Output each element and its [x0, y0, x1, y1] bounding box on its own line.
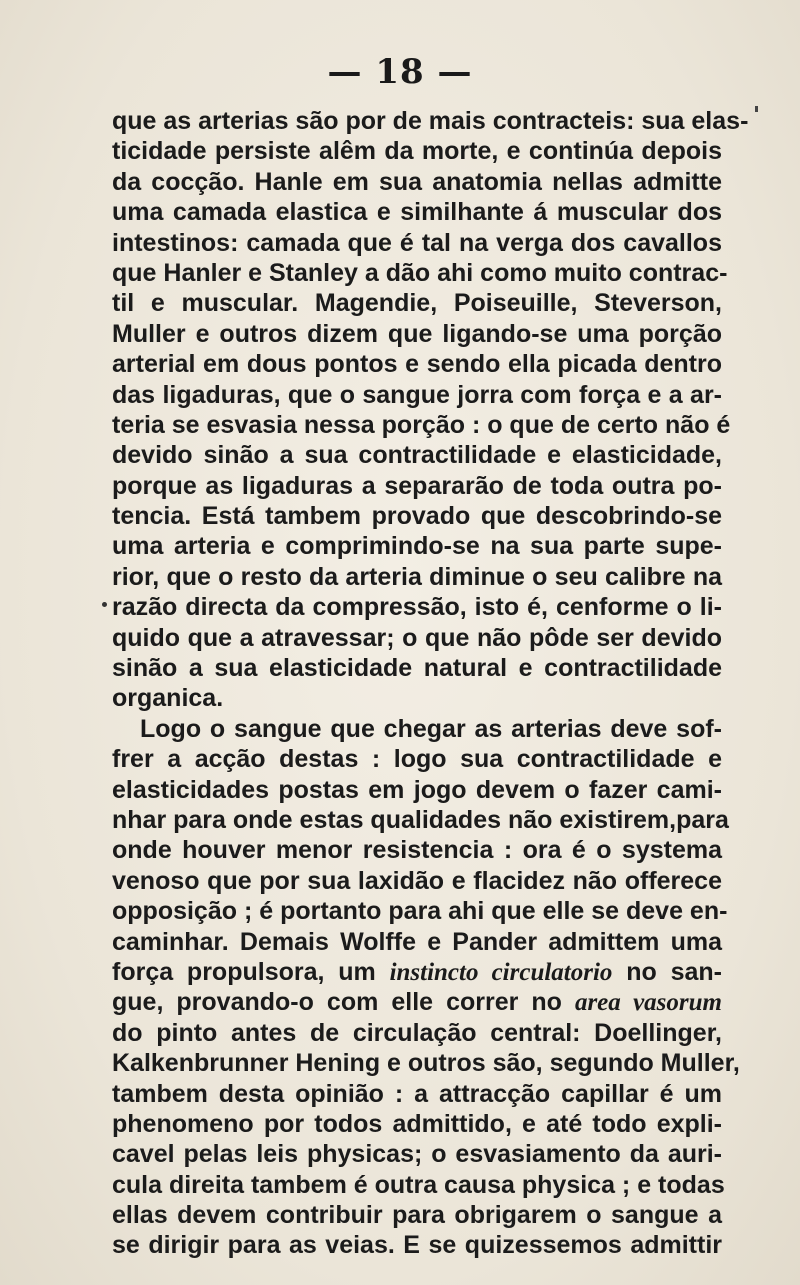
text-line: uma arteria e comprimindo-se na sua parte supe-: [112, 532, 722, 561]
text-line: teria se esvasia nessa porção : o que de certo não é: [112, 410, 731, 439]
text-line: opposição ; é portanto para ahi que elle se deve en-: [112, 897, 728, 926]
text-line: elasticidades postas em jogo devem o fazer cami-: [112, 775, 722, 804]
text-line: que as arterias são por de mais contracteis: sua elas-: [112, 107, 749, 135]
text-line: tambem desta opinião : a attracção capillar é um: [112, 1079, 722, 1108]
text-line: da cocção. Hanle em sua anatomia nellas admitte: [112, 167, 722, 196]
text-line: organica.: [112, 684, 224, 713]
text-line: Muller e outros dizem que ligando-se uma porção: [112, 319, 722, 348]
body-text: [112, 106, 749, 1261]
text-line: rior, que o resto da arteria diminue o seu calibre na: [112, 562, 722, 591]
margin-mark: [755, 106, 758, 112]
text-line: cula direita tambem é outra causa physica ; e todas: [112, 1170, 725, 1199]
text-line: Logo o sangue que chegar as arterias deve sof-: [140, 714, 722, 743]
text-line: cavel pelas leis physicas; o esvasiamento da auri-: [112, 1140, 722, 1169]
text-line: das ligaduras, que o sangue jorra com força e a ar-: [112, 380, 722, 409]
margin-dot: [102, 602, 107, 607]
text-line: til e muscular. Magendie, Poiseuille, Steverson,: [112, 289, 722, 318]
text-line: que Hanler e Stanley a dão ahi como muito contrac-: [112, 258, 728, 287]
text-line: onde houver menor resistencia : ora é o systema: [112, 836, 722, 865]
text-line: ticidade persiste alêm da morte, e continúa depois: [112, 137, 722, 166]
text-line: porque as ligaduras a separarão de toda outra po-: [112, 471, 722, 500]
text-line: nhar para onde estas qualidades não existirem,para: [112, 805, 729, 834]
text-line: ellas devem contribuir para obrigarem o sangue a: [112, 1201, 722, 1230]
text-line: [112, 957, 722, 987]
italic-term: instincto circulatorio: [389, 958, 613, 986]
text-line: [112, 987, 722, 1017]
text-line: razão directa da compressão, isto é, cenforme o li-: [112, 593, 722, 622]
text-line: uma camada elastica e similhante á muscular dos: [112, 198, 722, 227]
text-line: quido que a atravessar; o que não pôde ser devido: [112, 623, 722, 652]
text-line: devido sinão a sua contractilidade e elasticidade,: [112, 441, 722, 470]
text-line: frer a acção destas : logo sua contractilidade e: [112, 745, 722, 774]
text-segment: gue, provando-o com elle correr no: [112, 988, 562, 1017]
text-line: Kalkenbrunner Hening e outros são, segundo Muller,: [112, 1049, 740, 1078]
page-number: — 18 —: [327, 52, 473, 92]
text-segment: força propulsora, um: [112, 957, 376, 986]
text-line: tencia. Está tambem provado que descobrindo-se: [112, 502, 722, 531]
text-line: phenomeno por todos admittido, e até todo expli-: [112, 1109, 722, 1138]
text-line: do pinto antes de circulação central: Doellinger,: [112, 1018, 722, 1047]
text-line: se dirigir para as veias. E se quizessemos admittir: [112, 1231, 722, 1260]
text-line: venoso que por sua laxidão e flacidez não offerece: [112, 866, 722, 895]
text-line: intestinos: camada que é tal na verga dos cavallos: [112, 228, 722, 257]
text-segment: no san-: [626, 957, 722, 986]
text-line: arterial em dous pontos e sendo ella picada dentro: [112, 350, 722, 379]
italic-term: area vasorum: [574, 989, 722, 1017]
text-line: sinão a sua elasticidade natural e contractilidade: [112, 654, 722, 683]
text-line: caminhar. Demais Wolffe e Pander admittem uma: [112, 927, 722, 956]
